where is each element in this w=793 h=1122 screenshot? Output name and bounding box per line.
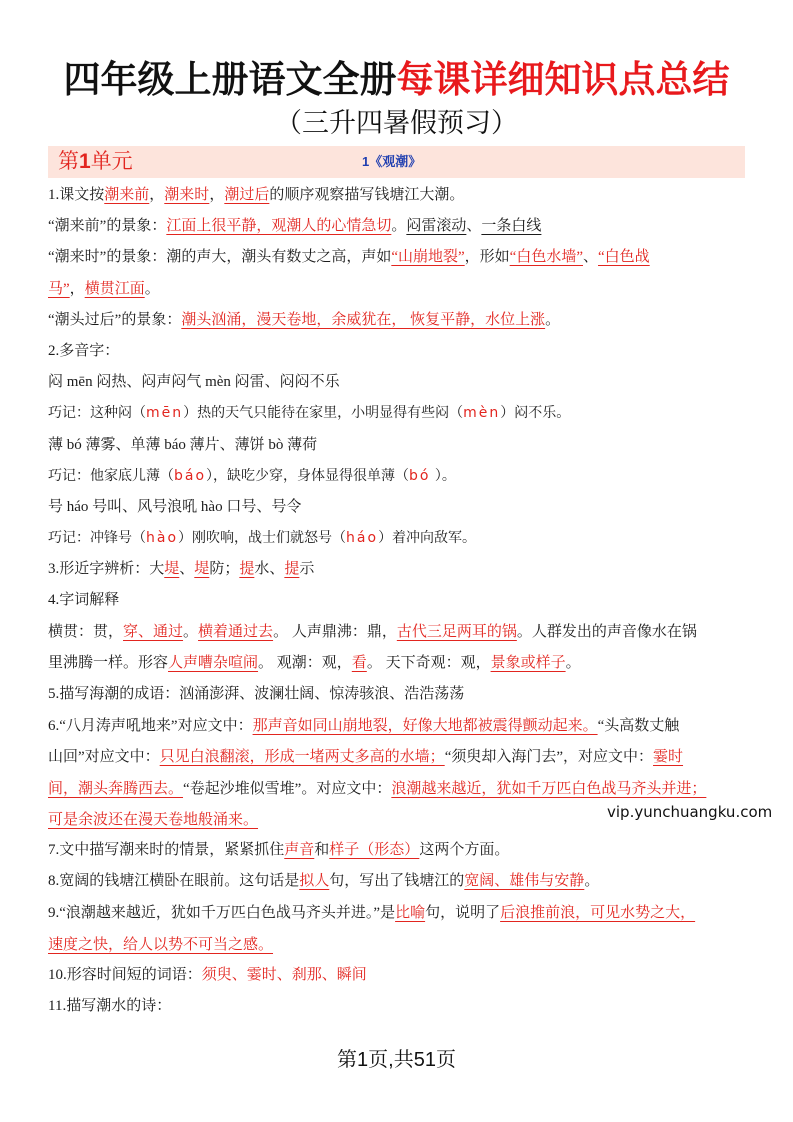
- line-text: 。: [183, 623, 199, 640]
- line-text: 防；: [209, 561, 240, 578]
- title-main: 四年级上册语文全册: [63, 59, 397, 100]
- line-text: 巧记：冲锋号（: [48, 530, 146, 547]
- line-text: “潮头过后”的景象：: [48, 311, 182, 328]
- line-text: “潮来时”的景象：潮的声大，潮头有数丈之高，声如: [48, 249, 392, 266]
- page-title: [0, 58, 793, 102]
- unit-suffix: 单元: [90, 150, 133, 173]
- note-line: [48, 305, 748, 336]
- line-text: ）热的天气只能待在家里，小明显得有些闷（: [183, 405, 464, 422]
- line-text: 。: [144, 280, 160, 297]
- line-text: 。人群发出的声音像水在锅: [516, 623, 697, 640]
- note-line: [48, 367, 748, 398]
- line-text: 巧记：他家底儿薄（: [48, 467, 174, 484]
- pinyin-mark: báo: [174, 467, 207, 484]
- line-text: 。: [584, 873, 600, 890]
- unit-number: 1: [79, 150, 91, 173]
- line-text: 4.字词解释: [48, 592, 120, 609]
- line-text: 、: [179, 561, 195, 578]
- note-line: [48, 274, 748, 305]
- note-line: [48, 835, 748, 866]
- pinyin-mark: bó: [409, 467, 431, 484]
- underlined-text: 一条白线: [481, 218, 542, 235]
- line-text: 的顺序观察描写钱塘江大潮。: [269, 187, 465, 203]
- line-text: 11.描写潮水的诗：: [48, 997, 172, 1014]
- highlighted-quote: 可是余波还在漫天卷地般涌来。: [48, 809, 259, 828]
- line-text: 横贯：贯，: [48, 623, 124, 640]
- pinyin-mark: mèn: [463, 405, 501, 422]
- highlighted-answer: “山崩地裂”: [391, 249, 465, 266]
- highlighted-quote: 间，潮头奔腾西去。: [48, 778, 184, 797]
- highlighted-quote: 后浪推前浪，可见水势之大，: [500, 903, 696, 922]
- line-text: 巧记：这种闷（: [48, 405, 146, 422]
- line-text: “头高数丈触: [597, 718, 680, 735]
- highlighted-answer: 堤: [194, 561, 210, 578]
- line-text: 、: [466, 218, 482, 235]
- highlighted-answer: 古代三足两耳的锅: [396, 623, 517, 640]
- highlighted-answer: 横着通过去: [198, 623, 274, 640]
- line-text: “卷起沙堆似雪堆”。对应文中：: [183, 780, 392, 797]
- page-subtitle: （三升四暑假预习）: [275, 108, 518, 138]
- note-line: [48, 679, 748, 710]
- line-text: “潮来前”的景象：: [48, 218, 167, 235]
- mnemonic-line: [48, 523, 748, 554]
- unit-header-band: [48, 146, 745, 178]
- line-text: 这两个方面。: [419, 841, 510, 858]
- line-text: 。: [391, 218, 407, 235]
- note-line: [48, 492, 748, 523]
- line-text: 8.宽阔的钱塘江横卧在眼前。这句话是: [48, 873, 300, 890]
- note-line: [48, 430, 748, 461]
- line-text: 薄 bó 薄雾、单薄 báo 薄片、薄饼 bò 薄荷: [48, 436, 318, 453]
- highlighted-quote: 速度之快，给人以势不可当之感。: [48, 934, 274, 953]
- note-line: [48, 617, 748, 648]
- line-text: 和: [314, 841, 330, 858]
- highlighted-text: 须臾、霎时、刹那、瞬间: [201, 966, 367, 983]
- highlighted-quote: 那声音如同山崩地裂，好像大地都被震得颤动起来。: [252, 716, 598, 735]
- line-text: 9.“浪潮越来越近，犹如千万匹白色战马齐头并进。”是: [48, 905, 396, 922]
- site-watermark: vip.yunchuangku.com: [607, 803, 773, 821]
- line-text: 、: [583, 249, 599, 266]
- line-text: 水、: [254, 561, 285, 578]
- note-line: [48, 336, 748, 367]
- highlighted-answer: 样子（形态）: [329, 841, 420, 858]
- line-text: 闷 mēn 闷热、闷声闷气 mèn 闷雷、闷闷不乐: [48, 374, 340, 391]
- note-line: [48, 554, 748, 585]
- highlighted-answer: 景象或样子: [490, 654, 566, 671]
- line-text: 号 háo 号叫、风号浪吼 hào 口号、号令: [48, 498, 302, 515]
- line-text: 。: [545, 311, 561, 328]
- line-text: 句，写出了钱塘江的: [329, 873, 465, 890]
- line-text: 示: [299, 561, 315, 578]
- note-line: [48, 710, 748, 741]
- note-line: [48, 741, 748, 772]
- line-text: 3.形近字辨析：大: [48, 561, 165, 578]
- line-text: ，形如: [464, 249, 510, 266]
- note-line: [48, 960, 748, 991]
- line-text: 。: [565, 654, 581, 671]
- lesson-title: 1《观潮》: [362, 154, 422, 169]
- line-text: 句，说明了: [425, 905, 501, 922]
- line-text: 7.文中描写潮来时的情景，紧紧抓住: [48, 841, 285, 858]
- line-text: 山回”对应文中：: [48, 749, 160, 766]
- note-line: [48, 773, 748, 804]
- page-number-footer: 第1页,共51页: [337, 1049, 456, 1071]
- line-text: 2.多音字：: [48, 342, 120, 359]
- highlighted-answer: 提: [239, 561, 255, 578]
- unit-prefix: 第: [58, 150, 79, 173]
- line-text: 里沸腾一样。形容: [48, 654, 169, 671]
- highlighted-answer: 拟人: [299, 873, 330, 890]
- highlighted-answer: 横贯江面: [84, 280, 145, 297]
- note-line: [48, 242, 748, 273]
- pinyin-mark: hào: [146, 530, 179, 547]
- highlighted-answer: 潮过后: [224, 187, 270, 203]
- line-text: ，: [209, 187, 225, 203]
- highlighted-quote: 只见白浪翻滚，形成一堵两丈多高的水墙；: [159, 747, 445, 766]
- highlighted-answer: 穿、通过: [123, 623, 184, 640]
- pinyin-mark: háo: [346, 530, 379, 547]
- note-line: [48, 585, 748, 616]
- highlighted-answer: 宽阔、雄伟与安静: [464, 873, 585, 890]
- highlighted-answer: 潮来时: [164, 187, 210, 203]
- highlighted-quote: 霎时: [653, 747, 684, 766]
- highlighted-answer: 马”: [48, 280, 70, 297]
- line-text: 5.描写海潮的成语：汹涌澎湃、波澜壮阔、惊涛骇浪、浩浩荡荡: [48, 686, 465, 702]
- highlighted-answer: 江面上很平静，观潮人的心情急切: [166, 218, 392, 235]
- note-line: [48, 866, 748, 897]
- highlighted-answer: 看: [351, 654, 367, 671]
- note-line: [48, 648, 748, 679]
- line-text: ）。: [430, 467, 456, 484]
- line-text: ，: [69, 280, 85, 297]
- note-line: [48, 211, 748, 242]
- note-line: [48, 991, 748, 1022]
- highlighted-answer: “白色战: [598, 249, 650, 266]
- mnemonic-line: [48, 461, 748, 492]
- line-text: ，: [149, 187, 165, 203]
- line-text: ）刚吹响，战士们就怒号（: [178, 530, 347, 547]
- highlighted-answer: 人声嘈杂喧闹: [168, 654, 259, 671]
- line-text: “须臾却入海门去”，对应文中：: [444, 749, 654, 766]
- highlighted-answer: 比喻: [395, 905, 426, 922]
- highlighted-answer: 提: [284, 561, 300, 578]
- line-text: 1.课文按: [48, 187, 105, 203]
- unit-label: [58, 146, 133, 178]
- line-text: 。 人声鼎沸：鼎，: [273, 623, 397, 640]
- notes-body: [48, 180, 748, 1022]
- note-line: [48, 897, 748, 928]
- note-line: [48, 180, 748, 211]
- highlighted-quote: 浪潮越来越近，犹如千万匹白色战马齐头并进；: [391, 778, 707, 797]
- line-text: ）着冲向敌军。: [378, 530, 477, 547]
- line-text: ），缺吃少穿，身体显得很单薄（: [206, 467, 410, 484]
- highlighted-answer: 声音: [284, 841, 315, 858]
- note-line: [48, 929, 748, 960]
- line-text: 。 观潮：观，: [258, 654, 352, 671]
- title-highlight: 每课详细知识点总结: [396, 59, 730, 100]
- mnemonic-line: [48, 398, 748, 429]
- highlighted-answer: 潮来前: [104, 187, 150, 203]
- line-text: 10.形容时间短的词语：: [48, 966, 202, 983]
- underlined-text: 闷雷滚动: [406, 218, 467, 235]
- line-text: ）闷不乐。: [500, 405, 571, 422]
- line-text: 6.“八月涛声吼地来”对应文中：: [48, 718, 253, 735]
- pinyin-mark: mēn: [146, 405, 184, 422]
- highlighted-answer: “白色水墙”: [509, 249, 583, 266]
- line-text: 。 天下奇观：观，: [366, 654, 491, 671]
- highlighted-answer: 潮头汹涌，漫天卷地，余威犹在， 恢复平静，水位上涨: [181, 311, 546, 328]
- highlighted-answer: 堤: [164, 561, 180, 578]
